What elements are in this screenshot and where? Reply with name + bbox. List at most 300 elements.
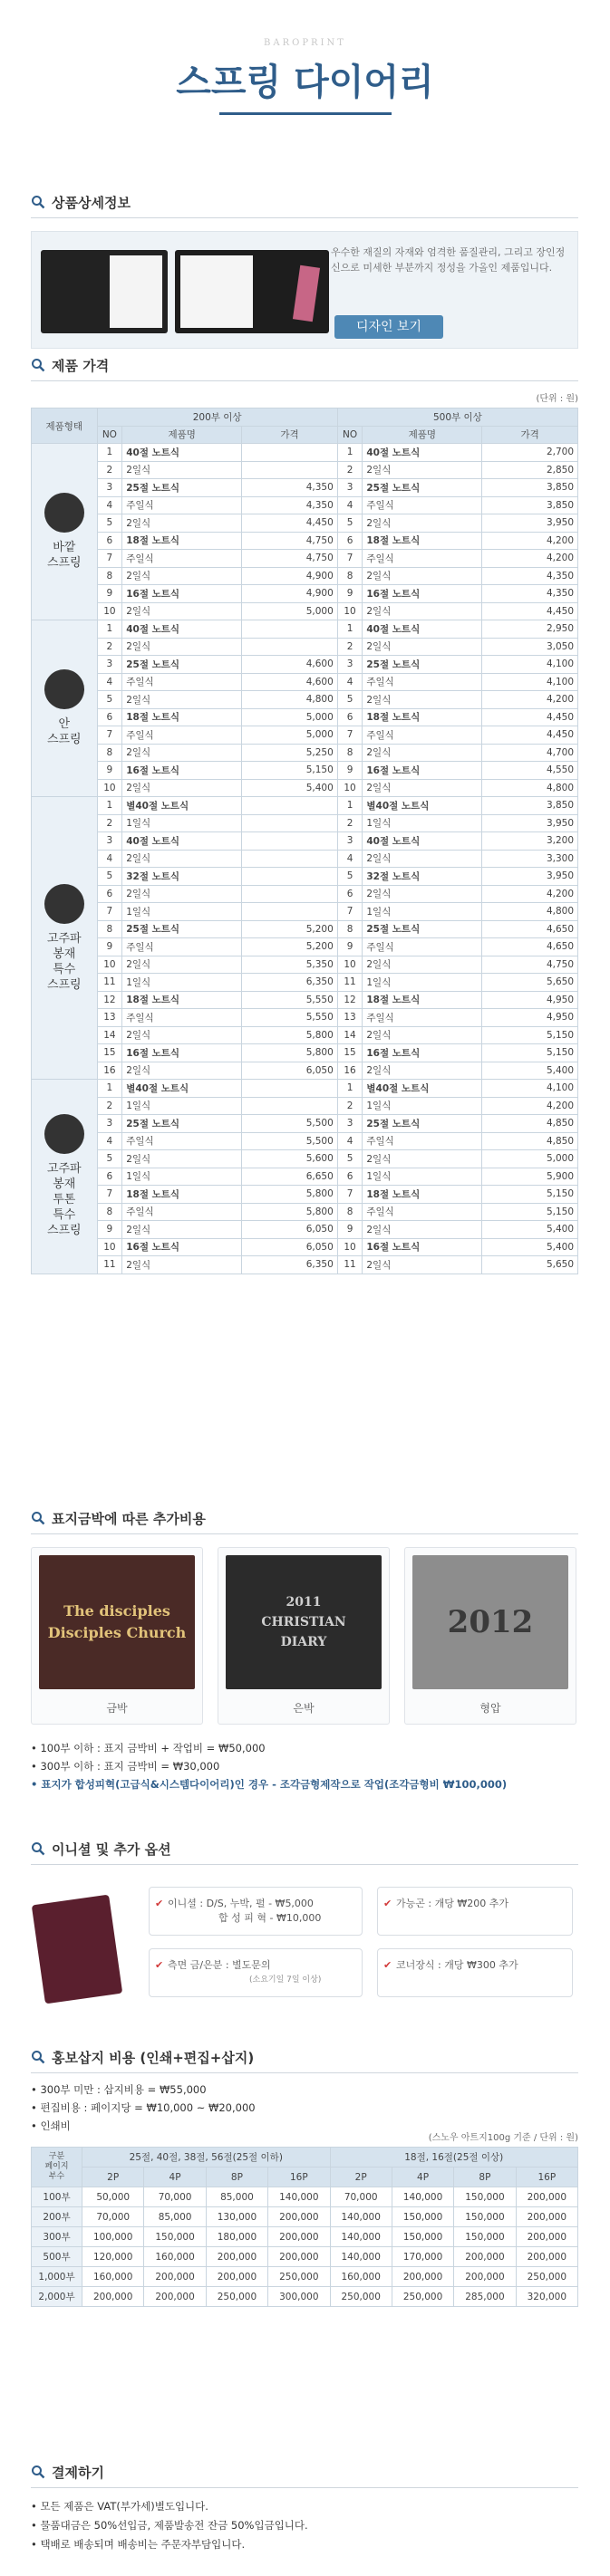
note: • 모든 제품은 VAT(부가세)별도입니다.	[31, 2500, 208, 2513]
product-name: 25절 노트식	[363, 1115, 482, 1133]
magnifier-icon	[31, 2465, 45, 2479]
row-no: 8	[337, 1203, 363, 1221]
col-price: 가격	[482, 426, 578, 444]
price-cell: 200,000	[144, 2287, 206, 2307]
foil-label: 형압	[479, 1702, 501, 1715]
table-row	[32, 1256, 578, 1274]
table-row	[32, 920, 578, 938]
row-no: 3	[337, 1115, 363, 1133]
price-cell: 250,000	[268, 2267, 330, 2287]
price	[242, 832, 338, 851]
price	[242, 797, 338, 815]
product-name: 2일식	[363, 691, 482, 709]
row-no: 9	[337, 585, 363, 603]
price: 4,950	[482, 991, 578, 1009]
group-text: 안 스프링	[46, 717, 82, 746]
product-name: 16절 노트식	[363, 762, 482, 780]
price: 6,050	[242, 1062, 338, 1080]
row-no: 3	[97, 656, 122, 674]
price-cell: 250,000	[392, 2287, 453, 2307]
row-no: 4	[337, 496, 363, 514]
price: 4,650	[482, 938, 578, 956]
product-name: 2일식	[363, 1221, 482, 1239]
check-icon: ✔	[155, 1898, 164, 1909]
price-cell: 150,000	[454, 2187, 516, 2207]
option-clip	[377, 1887, 573, 1936]
row-no: 3	[337, 832, 363, 851]
row-no: 15	[97, 1044, 122, 1062]
emboss-image: 2012	[412, 1555, 568, 1689]
product-name: 18절 노트식	[363, 991, 482, 1009]
note: • 100부 이하 : 표지 금박비 + 작업비 = ₩50,000	[31, 1742, 266, 1754]
product-name: 2일식	[122, 1256, 242, 1274]
table-row	[32, 550, 578, 568]
qty-cell: 500부	[32, 2247, 82, 2267]
product-name: 32절 노트식	[122, 868, 242, 886]
table-row	[32, 974, 578, 992]
row-no: 8	[337, 920, 363, 938]
note: • 편집비용 : 페이지당 = ₩10,000 ~ ₩20,000	[31, 2101, 256, 2114]
price-cell: 150,000	[144, 2227, 206, 2247]
spring-diary-icon	[44, 1114, 84, 1154]
option-text: 합 성 피 혁 - ₩10,000	[218, 1912, 322, 1924]
table-row	[32, 1062, 578, 1080]
price: 4,100	[482, 1080, 578, 1098]
table-row	[32, 991, 578, 1009]
row-no: 10	[97, 956, 122, 974]
price: 4,750	[242, 532, 338, 550]
price: 4,450	[482, 602, 578, 620]
price-cell: 160,000	[82, 2267, 144, 2287]
col-price: 가격	[242, 426, 338, 444]
table-row	[32, 673, 578, 691]
price-cell: 200,000	[454, 2267, 516, 2287]
product-name: 25절 노트식	[363, 920, 482, 938]
product-name: 2일식	[122, 885, 242, 903]
table-row	[32, 2287, 578, 2307]
price-cell: 150,000	[392, 2227, 453, 2247]
product-name: 주일식	[363, 496, 482, 514]
divider	[31, 1533, 578, 1534]
product-name: 2일식	[363, 744, 482, 762]
magnifier-icon	[31, 358, 45, 372]
price: 2,700	[482, 444, 578, 462]
product-name: 2일식	[363, 461, 482, 479]
product-name: 18절 노트식	[363, 708, 482, 726]
product-name: 2일식	[122, 691, 242, 709]
row-no: 10	[97, 779, 122, 797]
divider	[31, 2487, 578, 2488]
price: 5,550	[242, 991, 338, 1009]
option-side	[149, 1948, 363, 1997]
col-pages: 2P	[82, 2167, 144, 2187]
check-icon: ✔	[383, 1959, 392, 1971]
insert-notes	[31, 2081, 578, 2135]
magnifier-icon	[31, 195, 45, 209]
product-name: 2일식	[122, 744, 242, 762]
kind-label: 구분	[48, 2152, 65, 2161]
table-row	[32, 903, 578, 921]
option-subtext: (소요기일 7일 이상)	[249, 1975, 322, 1985]
product-name: 16절 노트식	[122, 762, 242, 780]
qty-label: 부수	[48, 2172, 65, 2181]
section-title: 표지금박에 따른 추가비용	[52, 1510, 206, 1527]
product-name: 16절 노트식	[363, 1044, 482, 1062]
row-no: 11	[97, 974, 122, 992]
product-name: 1일식	[122, 1168, 242, 1186]
row-no: 2	[97, 461, 122, 479]
group-label	[32, 1080, 98, 1274]
qty-cell: 2,000부	[32, 2287, 82, 2307]
group-text: 고주파 봉재 특수 스프링	[46, 931, 82, 992]
price-cell: 200,000	[82, 2287, 144, 2307]
price: 6,350	[242, 974, 338, 992]
product-name: 2일식	[122, 1026, 242, 1044]
section-title: 이니셜 및 추가 옵션	[52, 1841, 171, 1858]
price-cell: 200,000	[516, 2207, 577, 2227]
price	[242, 885, 338, 903]
option-text: 가능곤 : 개당 ₩200 추가	[396, 1898, 508, 1909]
row-no: 3	[97, 1115, 122, 1133]
row-no: 1	[97, 797, 122, 815]
title-underline	[219, 112, 392, 115]
price-cell: 200,000	[454, 2247, 516, 2267]
row-no: 1	[337, 444, 363, 462]
product-name: 2일식	[363, 638, 482, 656]
row-no: 11	[337, 974, 363, 992]
price: 5,200	[242, 938, 338, 956]
option-initial	[149, 1887, 363, 1936]
magnifier-icon	[31, 1841, 45, 1856]
price-cell: 140,000	[392, 2187, 453, 2207]
section-header	[31, 2462, 578, 2482]
table-row	[32, 1044, 578, 1062]
product-name: 1일식	[122, 814, 242, 832]
price-cell: 160,000	[330, 2267, 392, 2287]
price: 5,150	[242, 762, 338, 780]
product-name: 2일식	[122, 779, 242, 797]
row-no: 2	[337, 814, 363, 832]
product-name: 25절 노트식	[363, 656, 482, 674]
price: 6,650	[242, 1168, 338, 1186]
price: 5,800	[242, 1044, 338, 1062]
row-no: 9	[97, 1221, 122, 1239]
table-row	[32, 832, 578, 851]
product-name: 주일식	[122, 938, 242, 956]
row-no: 2	[337, 1097, 363, 1115]
price	[242, 620, 338, 639]
price-section	[31, 355, 578, 1274]
row-no: 14	[337, 1026, 363, 1044]
option-corner	[377, 1948, 573, 1997]
price-cell: 180,000	[206, 2227, 267, 2247]
price	[242, 814, 338, 832]
row-no: 11	[97, 1256, 122, 1274]
price-cell: 130,000	[206, 2207, 267, 2227]
row-no: 5	[97, 1150, 122, 1168]
design-view-button[interactable]: 디자인 보기	[334, 315, 443, 339]
price: 5,150	[482, 1026, 578, 1044]
price: 6,050	[242, 1221, 338, 1239]
product-name: 주일식	[122, 1132, 242, 1150]
product-name: 주일식	[122, 673, 242, 691]
price: 4,200	[482, 691, 578, 709]
price: 5,800	[242, 1203, 338, 1221]
product-name: 2일식	[363, 779, 482, 797]
silver-foil-image: 2011 CHRISTIAN DIARY	[226, 1555, 382, 1689]
row-no: 1	[337, 1080, 363, 1098]
price-cell: 200,000	[516, 2247, 577, 2267]
col-no: NO	[97, 426, 122, 444]
product-name: 16절 노트식	[363, 585, 482, 603]
row-no: 4	[97, 673, 122, 691]
col-name: 제품명	[122, 426, 242, 444]
detail-box	[31, 231, 578, 349]
price: 4,700	[482, 744, 578, 762]
price-cell: 85,000	[144, 2207, 206, 2227]
product-detail-section	[31, 192, 578, 349]
row-no: 8	[97, 920, 122, 938]
product-name: 1일식	[363, 903, 482, 921]
price: 4,450	[482, 708, 578, 726]
price	[242, 868, 338, 886]
options-section	[31, 1839, 578, 2028]
price: 5,650	[482, 1256, 578, 1274]
price: 4,900	[242, 585, 338, 603]
price-cell: 200,000	[392, 2267, 453, 2287]
row-no: 1	[337, 620, 363, 639]
row-no: 7	[337, 726, 363, 745]
price-cell: 200,000	[516, 2227, 577, 2247]
price: 4,200	[482, 1097, 578, 1115]
table-row	[32, 1168, 578, 1186]
note: • 택배로 배송되며 배송비는 주문자부담입니다.	[31, 2538, 246, 2551]
product-name: 25절 노트식	[122, 656, 242, 674]
price: 4,200	[482, 550, 578, 568]
price-cell: 70,000	[144, 2187, 206, 2207]
price: 5,200	[242, 920, 338, 938]
product-name: 18절 노트식	[363, 1186, 482, 1204]
row-no: 14	[97, 1026, 122, 1044]
row-no: 1	[97, 620, 122, 639]
note: • 인쇄비	[31, 2119, 71, 2132]
price: 6,350	[242, 1256, 338, 1274]
price: 5,400	[482, 1238, 578, 1256]
product-name: 2일식	[122, 461, 242, 479]
section-title: 상품상세정보	[52, 194, 131, 211]
price-cell: 250,000	[516, 2267, 577, 2287]
price: 2,850	[482, 461, 578, 479]
foil-card-emboss	[404, 1547, 576, 1725]
row-no: 4	[337, 850, 363, 868]
product-name: 16절 노트식	[363, 1238, 482, 1256]
price: 3,950	[482, 868, 578, 886]
section-header	[31, 192, 578, 212]
col-pages: 4P	[392, 2167, 453, 2187]
price: 4,800	[482, 903, 578, 921]
product-name: 18절 노트식	[122, 532, 242, 550]
product-name: 별40절 노트식	[363, 797, 482, 815]
price: 4,750	[482, 956, 578, 974]
row-no: 5	[337, 691, 363, 709]
price: 4,550	[482, 762, 578, 780]
price: 5,800	[242, 1026, 338, 1044]
price-cell: 200,000	[144, 2267, 206, 2287]
product-name: 1일식	[363, 814, 482, 832]
price: 4,450	[242, 514, 338, 533]
row-no: 6	[97, 1168, 122, 1186]
price	[242, 638, 338, 656]
price: 4,100	[482, 673, 578, 691]
insert-section	[31, 2047, 578, 2307]
table-row	[32, 602, 578, 620]
table-row	[32, 814, 578, 832]
row-no: 6	[97, 885, 122, 903]
row-no: 12	[337, 991, 363, 1009]
table-row	[32, 850, 578, 868]
pages-label: 페이지	[44, 2162, 69, 2171]
row-no: 2	[97, 1097, 122, 1115]
product-name: 2일식	[363, 567, 482, 585]
price: 4,200	[482, 885, 578, 903]
product-name: 18절 노트식	[122, 708, 242, 726]
product-name: 2일식	[363, 602, 482, 620]
price: 4,950	[482, 1009, 578, 1027]
price	[242, 1080, 338, 1098]
foil-card-silver	[218, 1547, 390, 1725]
price: 5,400	[482, 1221, 578, 1239]
section-header	[31, 1508, 578, 1528]
row-no: 6	[337, 532, 363, 550]
product-name: 40절 노트식	[363, 832, 482, 851]
option-text: 이니셜 : D/S, 누박, 펄 - ₩5,000	[168, 1898, 314, 1909]
row-no: 2	[97, 814, 122, 832]
row-no: 6	[337, 1168, 363, 1186]
row-no: 2	[97, 638, 122, 656]
price-cell: 200,000	[516, 2187, 577, 2207]
price: 5,600	[242, 1150, 338, 1168]
table-row	[32, 779, 578, 797]
head-200: 200부 이상	[97, 409, 337, 427]
price: 5,000	[242, 726, 338, 745]
page-header	[0, 0, 610, 154]
row-no: 4	[337, 673, 363, 691]
row-no: 2	[337, 638, 363, 656]
price: 3,850	[482, 479, 578, 497]
row-no: 10	[337, 1238, 363, 1256]
table-row	[32, 656, 578, 674]
row-no: 8	[97, 1203, 122, 1221]
price-cell: 140,000	[330, 2207, 392, 2227]
check-icon: ✔	[383, 1898, 392, 1909]
price	[242, 1097, 338, 1115]
price-cell: 200,000	[268, 2207, 330, 2227]
row-no: 9	[337, 762, 363, 780]
table-row	[32, 2207, 578, 2227]
row-no: 10	[97, 1238, 122, 1256]
table-row	[32, 638, 578, 656]
brand-name: BAROPRINT	[264, 38, 346, 48]
price: 3,950	[482, 514, 578, 533]
price: 5,650	[482, 974, 578, 992]
price: 5,150	[482, 1044, 578, 1062]
row-no: 4	[97, 496, 122, 514]
section-title: 제품 가격	[52, 357, 110, 374]
col-no: NO	[337, 426, 363, 444]
group-text: 바깥 스프링	[46, 541, 82, 570]
price-cell: 200,000	[206, 2247, 267, 2267]
row-no: 1	[337, 797, 363, 815]
product-name: 2일식	[122, 567, 242, 585]
row-no: 7	[97, 1186, 122, 1204]
row-no: 5	[337, 514, 363, 533]
price-cell: 140,000	[268, 2187, 330, 2207]
price-cell: 70,000	[82, 2207, 144, 2227]
row-no: 4	[97, 850, 122, 868]
table-row	[32, 762, 578, 780]
price: 4,200	[482, 532, 578, 550]
price: 5,800	[242, 1186, 338, 1204]
row-no: 8	[337, 567, 363, 585]
table-row	[32, 2267, 578, 2287]
price: 3,850	[482, 797, 578, 815]
row-no: 7	[337, 550, 363, 568]
table-row	[32, 620, 578, 639]
note: • 300부 미만 : 삽지비용 = ₩55,000	[31, 2083, 207, 2096]
row-no: 8	[97, 744, 122, 762]
magnifier-icon	[31, 2050, 45, 2064]
product-name: 2일식	[363, 1026, 482, 1044]
price: 4,850	[482, 1115, 578, 1133]
foil-section	[31, 1508, 578, 1793]
row-no: 3	[337, 656, 363, 674]
spring-diary-icon	[44, 493, 84, 533]
price-cell: 170,000	[392, 2247, 453, 2267]
product-name: 40절 노트식	[363, 620, 482, 639]
price: 4,350	[242, 496, 338, 514]
table-row	[32, 1080, 578, 1098]
payment-section	[31, 2462, 578, 2554]
row-no: 15	[337, 1044, 363, 1062]
row-no: 1	[97, 1080, 122, 1098]
row-no: 5	[97, 691, 122, 709]
qty-cell: 200부	[32, 2207, 82, 2227]
price: 4,750	[242, 550, 338, 568]
price: 5,550	[242, 1009, 338, 1027]
product-name: 2일식	[363, 514, 482, 533]
product-name: 주일식	[122, 726, 242, 745]
row-no: 10	[337, 779, 363, 797]
table-row	[32, 744, 578, 762]
spring-diary-icon	[44, 884, 84, 924]
price: 3,950	[482, 814, 578, 832]
price	[242, 903, 338, 921]
row-no: 7	[97, 726, 122, 745]
product-name: 주일식	[122, 1009, 242, 1027]
price: 3,850	[482, 496, 578, 514]
price-cell: 140,000	[330, 2227, 392, 2247]
row-no: 1	[97, 444, 122, 462]
price: 4,450	[482, 726, 578, 745]
price: 5,000	[482, 1150, 578, 1168]
row-no: 9	[337, 938, 363, 956]
table-row	[32, 479, 578, 497]
foil-label: 은박	[293, 1702, 315, 1715]
row-no: 7	[97, 550, 122, 568]
price-cell: 85,000	[206, 2187, 267, 2207]
row-no: 9	[97, 762, 122, 780]
row-no: 13	[97, 1009, 122, 1027]
